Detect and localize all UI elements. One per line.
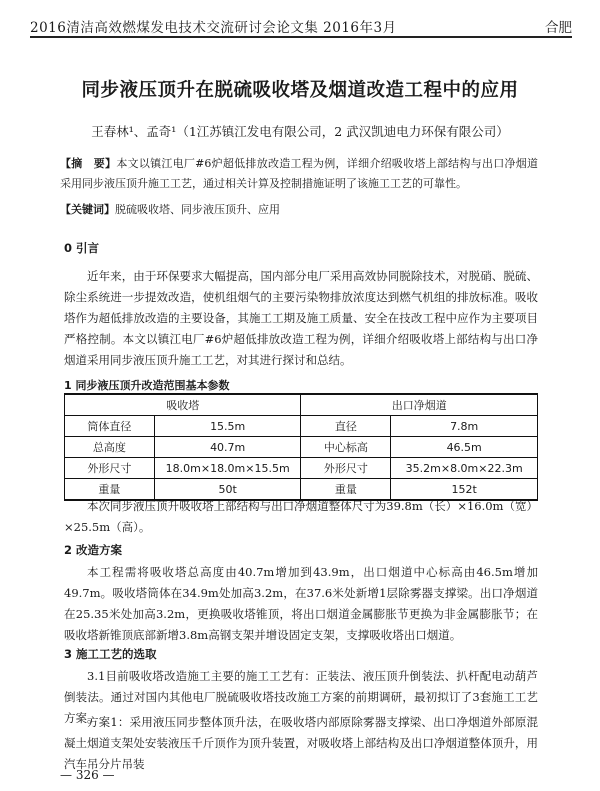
abstract-text: 本文以镇江电厂#6炉超低排放改造工程为例，详细介绍吸收塔上部结构与出口净烟道采用同步液压顶升施工工艺，通过相关计算及控制措施证明了该施工工艺的可靠性。 (60, 157, 539, 190)
table-row (65, 458, 538, 479)
table-cell: 50t (154, 479, 301, 501)
journal-header: 2016清洁高效燃煤发电技术交流研讨会论文集 2016年3月 (30, 20, 397, 36)
parameter-table (64, 393, 538, 501)
section-heading-plan: 2 改造方案 (64, 543, 123, 557)
table-cell: 152t (391, 479, 538, 501)
section-heading-intro: 0 引言 (64, 241, 100, 255)
table-cell: 7.8m (391, 416, 538, 437)
table-cell: 35.2m×8.0m×22.3m (391, 458, 538, 479)
table-cell: 总高度 (65, 437, 155, 458)
table-cell: 40.7m (154, 437, 301, 458)
table-cell: 重量 (301, 479, 391, 501)
table-cell: 中心标高 (301, 437, 391, 458)
abstract (60, 154, 538, 194)
table-row (65, 416, 538, 437)
paper-title: 同步液压顶升在脱硫吸收塔及烟道改造工程中的应用 (81, 80, 519, 101)
table-group-header: 吸收塔 (65, 394, 301, 416)
table-cell: 46.5m (391, 437, 538, 458)
plan-paragraph: 本工程需将吸收塔总高度由40.7m增加到43.9m，出口烟道中心标高由46.5m增加49.7m。吸收塔筒体在34.9m处加高3.2m，在37.6米处新增1层除雾器支撑梁。出口净烟道在25.35米处加高3.2m，更换吸收塔锥顶，将出口烟道金属膨胀节更换为非金属膨胀节；在吸收塔新锥顶底部新增3.8m高钢支架并增设固定支架，支撑吸收塔出口烟道。 (64, 565, 538, 642)
location-header: 合肥 (545, 20, 572, 36)
section-heading-process: 3 施工工艺的选取 (64, 647, 157, 661)
author-line: 王春林¹、孟奇¹（1江苏镇江发电有限公司，2 武汉凯迪电力环保有限公司） (91, 124, 509, 139)
table-cell: 重量 (65, 479, 155, 501)
table-header-row (65, 394, 538, 416)
table-group-header: 出口净烟道 (301, 394, 538, 416)
table-caption: 1 同步液压顶升改造范围基本参数 (64, 379, 230, 392)
table-cell: 外形尺寸 (65, 458, 155, 479)
running-header (30, 14, 572, 38)
dimension-paragraph: 本次同步液压顶升吸收塔上部结构与出口净烟道整体尺寸为39.8m（长）×16.0m（宽）×25.5m（高）。 (64, 499, 538, 534)
table-row (65, 437, 538, 458)
keywords-text: 脱硫吸收塔、同步液压顶升、应用 (115, 203, 280, 216)
table-cell: 外形尺寸 (301, 458, 391, 479)
table-cell: 筒体直径 (65, 416, 155, 437)
abstract-label: 【摘 要】 (60, 157, 117, 170)
option1-paragraph: 方案1：采用液压同步整体顶升法，在吸收塔内部原除雾器支撑梁、出口净烟道外部原混凝土烟道支架处安装液压千斤顶作为顶升装置，对吸收塔上部结构及出口净烟道整体顶升，用汽车吊分片吊装 (64, 715, 538, 771)
intro-paragraph: 近年来，由于环保要求大幅提高，国内部分电厂采用高效协同脱除技术，对脱硝、脱硫、除尘系统进一步提效改造，使机组烟气的主要污染物排放浓度达到燃气机组的排放标准。吸收塔作为超低排放改造的主要设备，其施工工期及施工质量、安全在技改工程中应作为主要项目严格控制。本文以镇江电厂#6炉超低排放改造工程为例，详细介绍吸收塔上部结构与出口净烟道采用同步液压顶升施工工艺，对其进行探讨和总结。 (64, 269, 538, 367)
keywords (60, 199, 538, 220)
process-paragraph: 3.1目前吸收塔改造施工主要的施工工艺有：正装法、液压顶升倒装法、扒杆配电动葫芦倒装法。通过对国内其他电厂脱硫吸收塔技改施工方案的前期调研，最初拟订了3套施工工艺方案。 (64, 669, 538, 725)
table-cell: 18.0m×18.0m×15.5m (154, 458, 301, 479)
table-cell: 直径 (301, 416, 391, 437)
page-number: — 326 — (60, 768, 115, 782)
table-cell: 15.5m (154, 416, 301, 437)
keywords-label: 【关键词】 (60, 203, 115, 216)
